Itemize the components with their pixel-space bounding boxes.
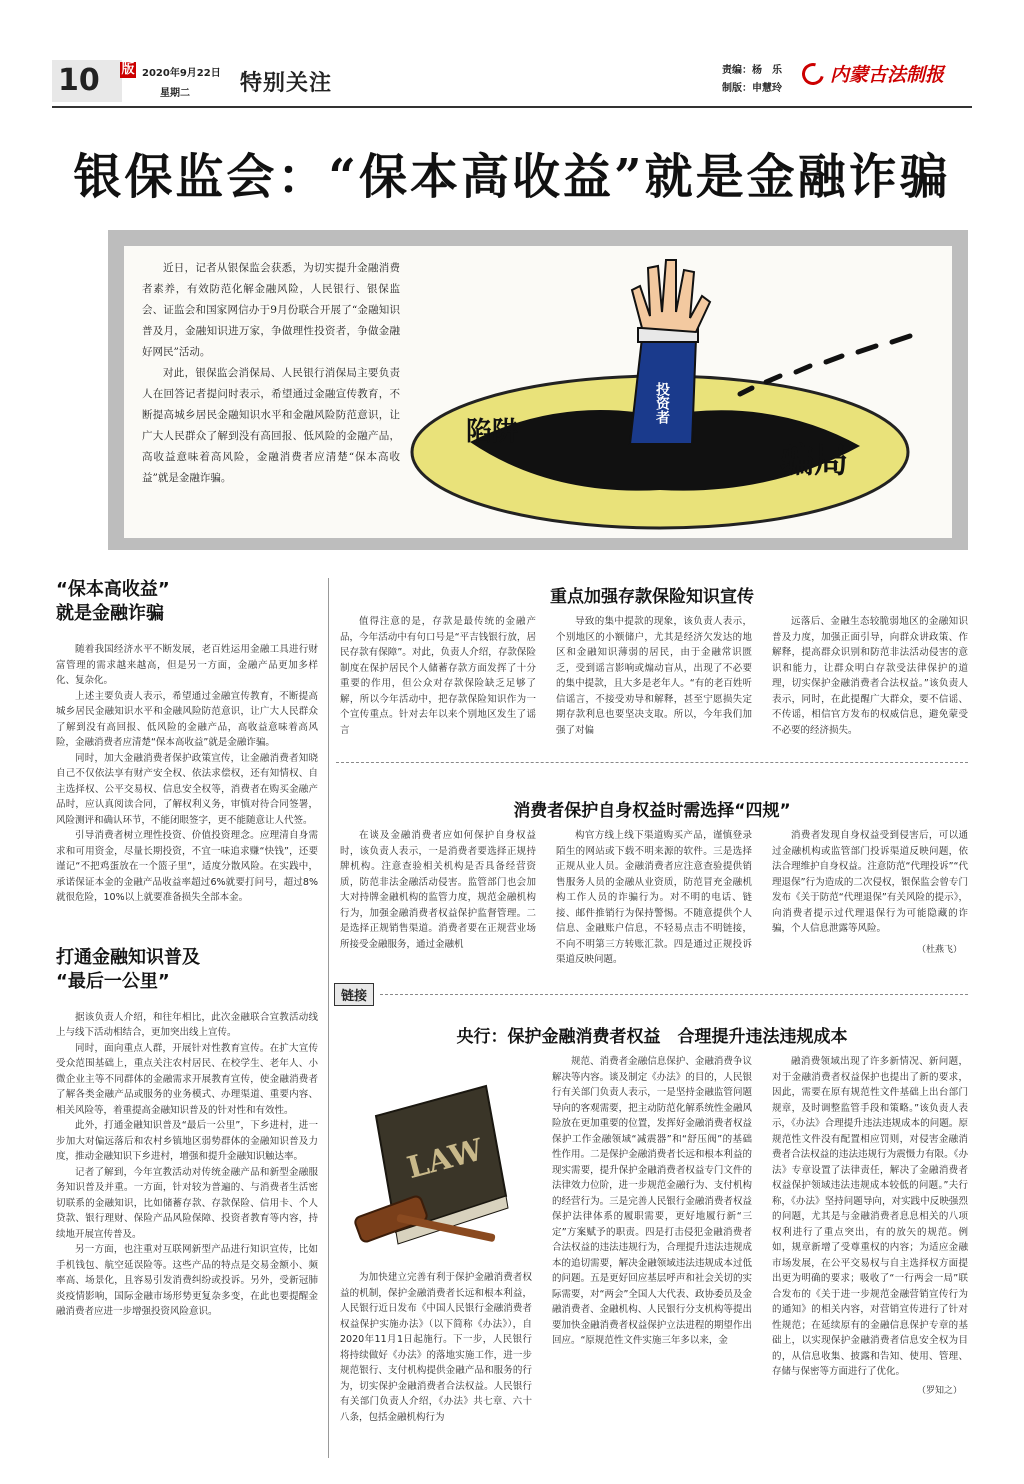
intro-panel [124, 246, 952, 538]
paragraph: 引导消费者树立理性投资、价值投资理念。应理清自身需求和可用资金，尽量长期投资，不宜一味追求赚“快钱”，还要谨记“不把鸡蛋放在一个篮子里”，适度分散风险。在实践中，承诺保证本金的金融产品收益率超过6%就要打问号，超过8%就很危险，10%以上就要准备损失全部本金。 [56, 830, 318, 903]
paragraph: 据该负责人介绍，和往年相比，此次金融联合宣教活动线上与线下活动相结合，更加突出线上宣传。 [56, 1011, 318, 1038]
paragraph: 记者了解到，今年宣教活动对传统金融产品和新型金融服务知识普及并重。一方面，针对较为普遍的、与消费者生活密切联系的金融知识，比如储蓄存款、存款保险、信用卡、个人贷款、银行理财、保险产品风险保障、投资者教育等内容，持续地开展宣传普及。 [56, 1166, 318, 1240]
section1-columns [340, 614, 968, 738]
section2-col [772, 828, 968, 968]
byline: （罗知之） [916, 1385, 962, 1396]
paragraph: 导致的集中提款的现象，该负责人表示，个别地区的小额储户，尤其是经济欠发达的地区和金融知识薄弱的居民，由于金融常识匮乏，受到谣言影响或煽动盲从，出现了不必要的集中提款，且大多是老年人。“有的老百姓听信谣言，不接受劝导和解释，甚至宁愿损失定期存款利息也要坚决支取。所以，今年我们加强了对偏 [556, 616, 752, 736]
link-divider [380, 994, 968, 995]
link-col-1 [340, 1270, 532, 1425]
raised-hand [632, 260, 710, 332]
section1-col [340, 614, 536, 738]
masthead [52, 60, 972, 105]
paragraph: 为加快建立完善有利于保护金融消费者权益的机制，保护金融消费者长远和根本利益，人民银行近日发布《中国人民银行金融消费者权益保护实施办法》（以下简称《办法》），自2020年11月1日起施行。下一步，人民银行将持续做好《办法》的落地实施工作，进一步规范银行、支付机构提供金融产品和服务的行为，切实保护金融消费者合法权益。人民银行有关部门负责人介绍，《办法》共七章、六十八条，包括金融机构行为 [340, 1272, 532, 1423]
left-column [56, 578, 318, 1320]
page-number-value: 10 [58, 63, 100, 98]
paragraph: 构官方线上线下渠道购买产品，谨慎登录陌生的网站或下载不明来源的软件。三是选择正规从业人员。金融消费者应注意查验提供销售服务人员的金融从业资质，防范冒充金融机构工作人员的诈骗行为。对不明的电话、链接、邮件推销行为保持警惕。不随意提供个人信息、金融账户信息，不轻易点击不明链接，不向不明第三方转账汇款。四是通过正规投诉渠道反映问题。 [556, 830, 752, 965]
paragraph: 规范、消费者金融信息保护、金融消费争议解决等内容。谈及制定《办法》的目的，人民银行有关部门负责人表示，一是坚持金融监管问题导向的客观需要，把主动防范化解系统性金融风险放在更加重要的位置，发挥好金融消费者权益保护工作金融领域“减震器”和“舒压阀”的基础性作用。二是保护金融消费者长远和根本利益的现实需要，提升保护金融消费者权益专门文件的法律效力位阶，进一步规范金融行为、支付机构的经营行为。三是完善人民银行金融消费者权益保护法律体系的履职需要，更好地履行新“三定”方案赋予的职责。四是打击侵犯金融消费者合法权益的违法违规行为，合理提升违法违规成本的追切需要，解决金融领域违法违规成本过低的问题。五是更好回应基层呼声和社会关切的实际需要，对“两会”全国人大代表、政协委员及金融消费者、金融机构、人民银行分支机构等提出要加快金融消费者权益保护立法进程的期望作出回应。“原规范性文件实施三年多以来，金 [552, 1056, 752, 1346]
left-title-1-line: “保本高收益” [56, 579, 170, 600]
page-headline: 银保监会：“保本高收益”就是金融诈骗 [73, 149, 951, 205]
page-suffix: 版 [121, 62, 135, 77]
section2-col [556, 828, 752, 968]
investor-label: 投资者 [654, 382, 670, 424]
section1-title: 重点加强存款保险知识宣传 [550, 587, 754, 607]
paragraph: 另一方面，也注重对互联网新型产品进行知识宣传，比如手机钱包、航空延误险等。这些产品的特点是交易金额小、频率高、场景化，且容易引发消费纠纷或投诉。另外，受新冠肺炎疫情影响，国际金融市场形势更复杂多变，在此也要提醒金融消费者应进一步增强投资风险意识。 [56, 1244, 318, 1317]
trap-label: 陷阱 [466, 417, 519, 447]
link-tag: 链接 [334, 983, 374, 1006]
law-book-label: LAW [403, 1132, 487, 1187]
intro-paragraph: 近日，记者从银保监会获悉，为切实提升金融消费者素养，有效防范化解金融风险，人民银行、银保监会、证监会和国家网信办于9月份联合开展了“金融知识普及月，金融知识进万家，争做理性投资者，争做金融好网民”活动。 [142, 262, 400, 358]
paragraph: 同时，加大金融消费者保护政策宣传，让金融消费者知晓自己不仅依法享有财产安全权、依法求偿权，还有知情权、自主选择权、公平交易权、信息安全权等，消费者在购买金融产品时，应认真阅读合同，了解权利义务，审慎对待合同签署，风险测评和确认环节，不能闭眼签字，更不能随意让人代签。 [56, 752, 318, 826]
editor: 责编：杨 乐 [722, 65, 782, 76]
intro-text [142, 258, 400, 489]
paper-name: 内蒙古法制报 [830, 64, 945, 86]
section1-col [772, 614, 968, 738]
paragraph: 上述主要负责人表示，希望通过金融宣传教育，不断提高城乡居民金融知识水平和金融风险防范意识，让广大人民群众了解到没有高回报、低风险的金融产品，高收益意味着高风险，金融消费者应清楚“保本高收益”就是金融诈骗。 [56, 690, 318, 748]
page-number [52, 60, 135, 102]
section1-col [556, 614, 752, 738]
left-body-2 [56, 1010, 318, 1320]
issue-date: 2020年9月22日 [142, 68, 221, 79]
section2-col [340, 828, 536, 968]
left-title-1-line: 就是金融诈骗 [56, 603, 164, 624]
link-col-3 [772, 1054, 968, 1399]
intro-paragraph: 对此，银保监会消保局、人民银行消保局主要负责人在回答记者提问时表示，希望通过金融宣传教育，不断提高城乡居民金融知识水平和金融风险防范意识，让广大人民群众了解到没有高回报、低风险的金融产品，高收益意味着高风险，金融消费者应清楚“保本高收益”就是金融诈骗。 [142, 367, 400, 484]
left-body-1 [56, 642, 318, 906]
paragraph: 值得注意的是，存款是最传统的金融产品，今年活动中有句口号是“平吉钱银行放，居民存款有保障”。对此，负责人介绍，存款保险制度在保护居民个人储蓄存款方面发挥了十分重要的作用，但公众对存款保险缺乏足够了解，所以今年活动中，把存款保险知识作为一个宣传重点。针对去年以来个别地区发生了谣言 [340, 616, 536, 736]
law-book-gavel-image [336, 1056, 528, 1268]
intro-box [108, 230, 968, 550]
editor-credits [722, 62, 782, 98]
left-title-2-line: “最后一公里” [56, 970, 170, 992]
paragraph: 同时，面向重点人群，开展针对性教育宣传。在扩大宣传受众范围基础上，重点关注农村居民、在校学生、老年人、小微企业主等不同群体的金融需求开展教育宣传，使金融消费者了解各类金融产品或服务的业务模式、办理渠道、重要内容、相关风险等，着重提高金融知识普及的针对性和有效性。 [56, 1042, 318, 1116]
link-title: 央行：保护金融消费者权益 合理提升违法违规成本 [456, 1027, 848, 1047]
section2-columns [340, 828, 968, 968]
section-name: 特别关注 [240, 71, 333, 96]
masthead-rule [52, 106, 972, 108]
byline: （杜燕飞） [916, 944, 962, 955]
logo-icon [798, 58, 828, 88]
left-title-1 [56, 578, 318, 626]
paragraph: 消费者发现自身权益受到侵害后，可以通过金融机构或监管部门投诉渠道反映问题，依法合理维护自身权益。注意防范“代理投诉”“代理退保”行为造成的二次侵权，银保监会曾专门发布《关于防范“代理退保”有关风险的提示》，向消费者提示过代理退保行为可能隐藏的诈骗，个人信息泄露等风险。 [772, 830, 968, 934]
left-title-2-line: 打通金融知识普及 [56, 946, 200, 968]
paragraph: 远落后、金融生态较脆弱地区的金融知识普及力度，加强正面引导，向群众讲政策、作解释，提高群众识别和防范非法活动侵害的意识和能力，让群众明白存款受法律保护的道理，切实保护金融消费者合法权益。”该负责人表示，同时，在此提醒广大群众，要不信谣、不传谣，相信官方发布的权威信息，避免蒙受不必要的经济损失。 [772, 616, 968, 736]
layout-editor: 制版：申慧玲 [722, 83, 782, 94]
paragraph: 随着我国经济水平不断发展，老百姓运用金融工具进行财富管理的需求越来越高，但是另一方面，金融产品更加多样化、复杂化。 [56, 644, 318, 686]
paper-logo [802, 60, 944, 87]
paragraph: 在谈及金融消费者应如何保护自身权益时，该负责人表示，一是消费者要选择正规持牌机构。注意查验相关机构是否具备经营资质，防范非法金融活动侵害。监管部门也会加大对持牌金融机构的监管力度，规范金融机构行为，加强金融消费者权益保护监督管理。二是选择正规销售渠道。消费者要在正规营业场所接受金融服务，通过金融机 [340, 830, 536, 950]
paragraph: 融消费领域出现了许多新情况、新问题，对于金融消费者权益保护也提出了新的要求，因此，需要在原有规范性文件基础上出台部门规章，及时调整监管手段和策略。”该负责人表示，《办法》合理提升违法违规成本的问题。原规范性文件没有配置相应罚则，对侵害金融消费者合法权益的违法违规行为震慑力有限。《办法》专章设置了法律责任，解决了金融消费者权益保护领域违法违规成本较低的问题。”夫行称，《办法》坚持问题导向，对实践中反映强烈的问题，尤其是与金融消费者息息相关的八项权利进行了重点突出，有的放矢的规范。例如，规章新增了受尊重权的内容；为适应金融市场发展，在公平交易权与自主选择权方面提出更为明确的要求；吸收了“一行两会一局”联合发布的《关于进一步规范金融营销宣传行为的通知》的相关内容，对营销宣传进行了针对性规范；在延续原有的金融信息保护专章的基础上，以实现保护金融消费者信息安全权为目的，从信息收集、披露和告知、使用、管理、存储与保密等方面进行了优化。 [772, 1056, 968, 1377]
left-title-2 [56, 946, 318, 994]
column-divider [328, 578, 329, 1458]
link-col-2 [552, 1054, 752, 1349]
scam-label: 骗局 [780, 441, 848, 481]
drowning-investor-illustration [410, 246, 952, 538]
section2-title: 消费者保护自身权益时需选择“四规” [513, 801, 791, 821]
issue-weekday: 星期二 [160, 88, 190, 99]
section-divider [336, 762, 968, 763]
paragraph: 此外，打通金融知识普及“最后一公里”，下乡进村，进一步加大对偏远落后和农村乡镇地区弱势群体的金融知识普及力度，推动金融知识下乡进村，增强和提升金融知识触达率。 [56, 1120, 318, 1162]
